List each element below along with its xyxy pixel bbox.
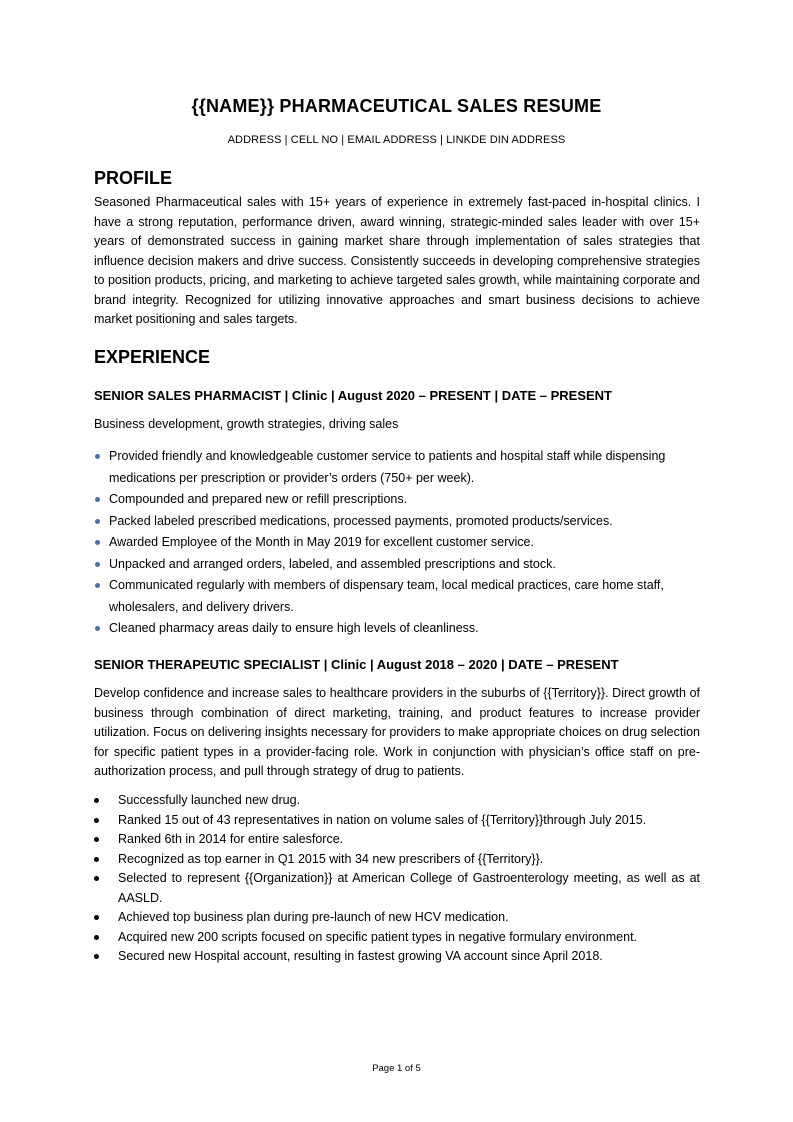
bullet-text: Achieved top business plan during pre-launch of new HCV medication. xyxy=(118,910,509,924)
bullet-icon xyxy=(94,798,99,803)
profile-heading: PROFILE xyxy=(94,168,173,188)
bullet-icon xyxy=(95,519,100,524)
bullet-text: Selected to represent {{Organization}} at American College of Gastroenterology meeting, as well as at AASLD. xyxy=(118,871,700,905)
list-item xyxy=(118,908,700,928)
bullet-icon xyxy=(94,915,99,920)
experience-heading: EXPERIENCE xyxy=(94,347,211,367)
bullet-icon xyxy=(95,583,100,588)
bullet-icon xyxy=(94,954,99,959)
list-item xyxy=(118,869,700,908)
list-item xyxy=(118,830,700,850)
bullet-text: Compounded and prepared new or refill prescriptions. xyxy=(109,492,408,506)
contact-line: ADDRESS | CELL NO | EMAIL ADDRESS | LINKDE DIN ADDRESS xyxy=(227,134,566,146)
list-item xyxy=(109,554,709,576)
list-item xyxy=(109,575,709,618)
bullet-text: Acquired new 200 scripts focused on specific patient types in negative formulary environment. xyxy=(118,929,638,944)
bullet-text: Provided friendly and knowledgeable customer service to patients and hospital staff while dispensing medications per prescription or provider’s orders (750+ per week). xyxy=(109,449,666,485)
job-1-bullet-list xyxy=(109,446,709,640)
list-item xyxy=(109,532,709,554)
bullet-icon xyxy=(95,626,100,631)
bullet-icon xyxy=(95,540,100,545)
list-item xyxy=(109,489,709,511)
bullet-text: Recognized as top earner in Q1 2015 with 34 new prescribers of {{Territory}}. xyxy=(118,851,544,866)
page-number: Page 1 of 5 xyxy=(372,1063,421,1074)
profile-text: Seasoned Pharmaceutical sales with 15+ years of experience in extremely fast-paced in-hospital clinics. I have a strong reputation, performance driven, award winning, strategic-minded sales leader with over 15+ years of demonstrated success in gaining market share through implementation of sales strategies that influence decision makers and drive success. Consistently succeeds in developing comprehensive strategies to position products, pricing, and marketing to achieve targeted sales growth, while maintaining corporate and brand integrity. Recognized for utilizing innovative approaches and smart business decisions to achieve market positioning and sales targets. xyxy=(94,195,700,326)
bullet-text: Ranked 15 out of 43 representatives in nation on volume sales of {{Territory}}through July 2015. xyxy=(118,812,647,827)
bullet-text: Packed labeled prescribed medications, processed payments, promoted products/services. xyxy=(109,513,613,528)
bullet-text: Secured new Hospital account, resulting in fastest growing VA account since April 2018. xyxy=(118,949,603,963)
bullet-text: Ranked 6th in 2014 for entire salesforce. xyxy=(118,832,344,846)
list-item xyxy=(109,618,709,640)
bullet-icon xyxy=(95,454,100,459)
list-item xyxy=(118,947,700,967)
list-item xyxy=(118,850,700,870)
job-title-1: SENIOR SALES PHARMACIST | Clinic | August 2020 – PRESENT | DATE – PRESENT xyxy=(94,388,613,403)
bullet-icon xyxy=(94,837,99,842)
job-summary-1: Business development, growth strategies, driving sales xyxy=(94,417,399,431)
bullet-icon xyxy=(95,497,100,502)
bullet-icon xyxy=(95,562,100,567)
list-item xyxy=(118,791,700,811)
list-item xyxy=(109,446,709,489)
resume-title: {{NAME}} PHARMACEUTICAL SALES RESUME xyxy=(191,96,602,116)
bullet-text: Communicated regularly with members of dispensary team, local medical practices, care home staff, wholesalers, and delivery drivers. xyxy=(109,578,664,614)
bullet-icon xyxy=(94,818,99,823)
list-item xyxy=(118,811,700,831)
bullet-icon xyxy=(94,876,99,881)
job-2-bullet-list xyxy=(118,791,700,967)
bullet-text: Unpacked and arranged orders, labeled, and assembled prescriptions and stock. xyxy=(109,556,556,571)
bullet-text: Successfully launched new drug. xyxy=(118,793,301,807)
bullet-text: Awarded Employee of the Month in May 2019 for excellent customer service. xyxy=(109,535,534,549)
list-item xyxy=(109,511,709,533)
job-summary-2: Develop confidence and increase sales to healthcare providers in the suburbs of {{Territory}}. Direct growth of business through combination of direct marketing, training, and product features to increase provider utilization. Focus on delivering insights necessary for providers to make appropriate choices on drug selection for specific patient types in a provider-facing role. Work in conjunction with physician’s office staff on pre-authorization process, and pull through strategy of drug to patients. xyxy=(94,686,700,778)
bullet-icon xyxy=(94,935,99,940)
bullet-text: Cleaned pharmacy areas daily to ensure high levels of cleanliness. xyxy=(109,621,479,635)
list-item xyxy=(118,928,700,948)
job-title-2: SENIOR THERAPEUTIC SPECIALIST | Clinic | August 2018 – 2020 | DATE – PRESENT xyxy=(94,657,619,672)
bullet-icon xyxy=(94,857,99,862)
